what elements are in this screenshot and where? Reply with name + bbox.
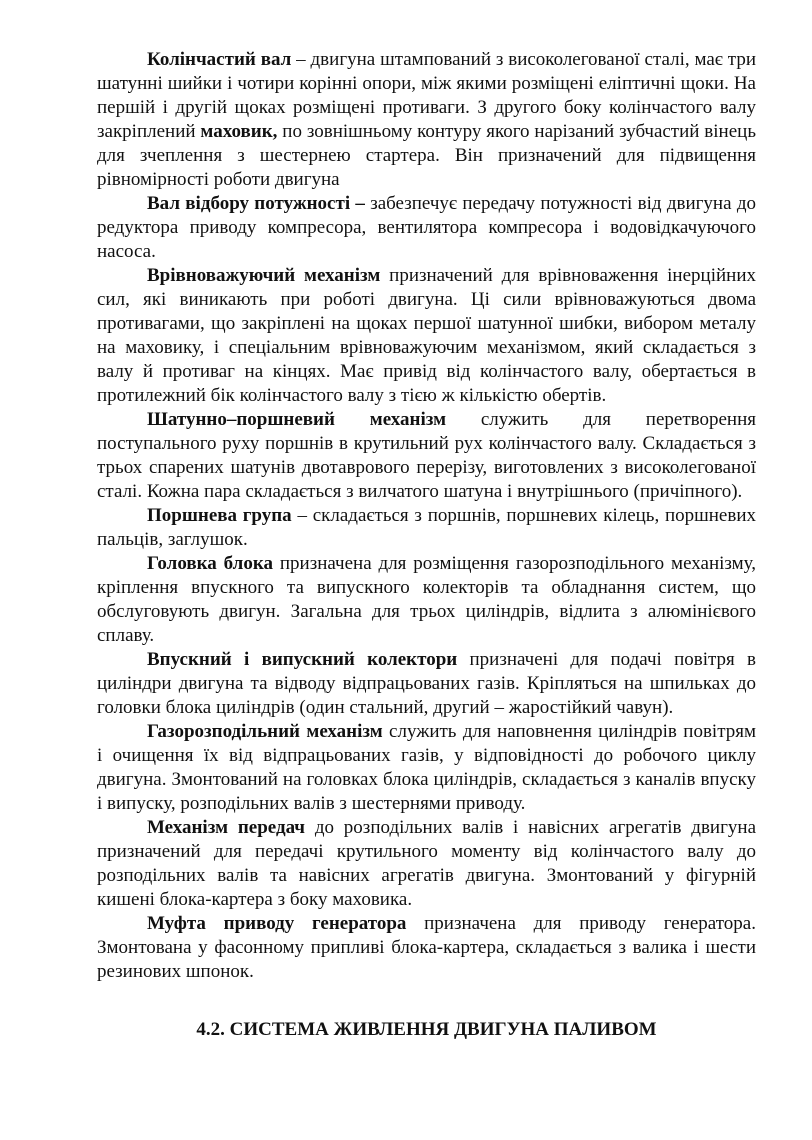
paragraph (97, 504, 756, 552)
paragraph-text: по зовнішньому контуру якого нарізаний зубчастий вінець для зчеплення з шестернею стартера. Він призначений для підвищення рівномірності роботи двигуна (97, 121, 756, 190)
term-bold: Муфта приводу генератора (147, 913, 407, 934)
paragraph (97, 552, 756, 648)
term-bold: Поршнева група (147, 505, 292, 526)
paragraph-text: призначений для врівноваження інерційних сил, які виникають при роботі двигуна. Ці сили врівноважуються двома противагами, що закріплені на щоках першої шатунної шибки, вибором металу на маховику, і спеціальним врівноважуючим механізмом, який складається з валу й противаг на кінцях. Має привід від колінчастого валу, обертається в протилежний бік колінчастого валу з тією ж кількістю обертів. (97, 265, 756, 406)
paragraph-text: до розподільних валів і навісних агрегатів двигуна призначений для передачі крутильного моменту від колінчастого валу до розподільних валів та навісних агрегатів двигуна. Змонтований у фігурній кишені блока-картера з боку маховика. (97, 817, 756, 910)
term-bold: Механізм передач (147, 817, 306, 838)
paragraph-text: призначена для приводу генератора. Змонтована у фасонному припливі блока-картера, складається з валика і шести резинових шпонок. (97, 913, 756, 982)
paragraph (97, 816, 756, 912)
paragraph-text: служить для перетворення поступального руху поршнів в крутильний рух колінчастого валу. Складається з трьох спарених шатунів двотаврового перерізу, виготовлених з високолегованої сталі. Кожна пара складається з вилчатого шатуна і внутрішнього (причіпного). (97, 409, 756, 502)
paragraph-text: призначені для подачі повітря в циліндри двигуна та відводу відпрацьованих газів. Кріпляться на шпильках до головки блока циліндрів (один стальний, другий – жаростійкий чавун). (97, 649, 756, 718)
paragraph-text: – складається з поршнів, поршневих кілець, поршневих пальців, заглушок. (97, 505, 757, 550)
term-bold: Головка блока (147, 553, 273, 574)
paragraph (97, 48, 756, 192)
term-bold: Впускний і випускний колектори (147, 649, 458, 670)
paragraph (97, 408, 756, 504)
paragraph-text: – двигуна штампований з високолегованої сталі, має три шатунні шийки і чотири корінні опори, між якими розміщені еліптичні щоки. На першій і другій щоках розміщені противаги. З другого боку колінчастого валу закріплений (97, 49, 756, 142)
term-bold: Шатунно–поршневий механізм (147, 409, 447, 430)
paragraph-text: служить для наповнення циліндрів повітрям і очищення їх від відпрацьованих газів, у відповідності до робочого циклу двигуна. Змонтований на головках блока циліндрів, складається з каналів впуску і випуску, розподільних валів з шестернями приводу. (97, 721, 756, 814)
section-heading: 4.2. СИСТЕМА ЖИВЛЕННЯ ДВИГУНА ПАЛИВОМ (196, 1019, 657, 1040)
term-bold: Вал відбору потужності – (147, 193, 365, 214)
paragraph (97, 264, 756, 408)
paragraph-text: забезпечує передачу потужності від двигуна до редуктора приводу компресора, вентилятора компресора і водовідкачуючого насоса. (97, 193, 756, 262)
paragraph (97, 192, 756, 264)
paragraph (97, 648, 756, 720)
term-bold: Врівноважуючий механізм (147, 265, 381, 286)
term-bold: Колінчастий вал (147, 49, 292, 70)
term-bold: Газорозподільний механізм (147, 721, 383, 742)
body-text (97, 48, 756, 984)
paragraph (97, 720, 756, 816)
paragraph (97, 912, 756, 984)
paragraph-text: призначена для розміщення газорозподільного механізму, кріплення впускного та випускного колекторів та обладнання систем, що обслуговують двигун. Загальна для трьох циліндрів, відлита з алюмінієвого сплаву. (97, 553, 756, 646)
term-bold: маховик, (200, 121, 278, 142)
